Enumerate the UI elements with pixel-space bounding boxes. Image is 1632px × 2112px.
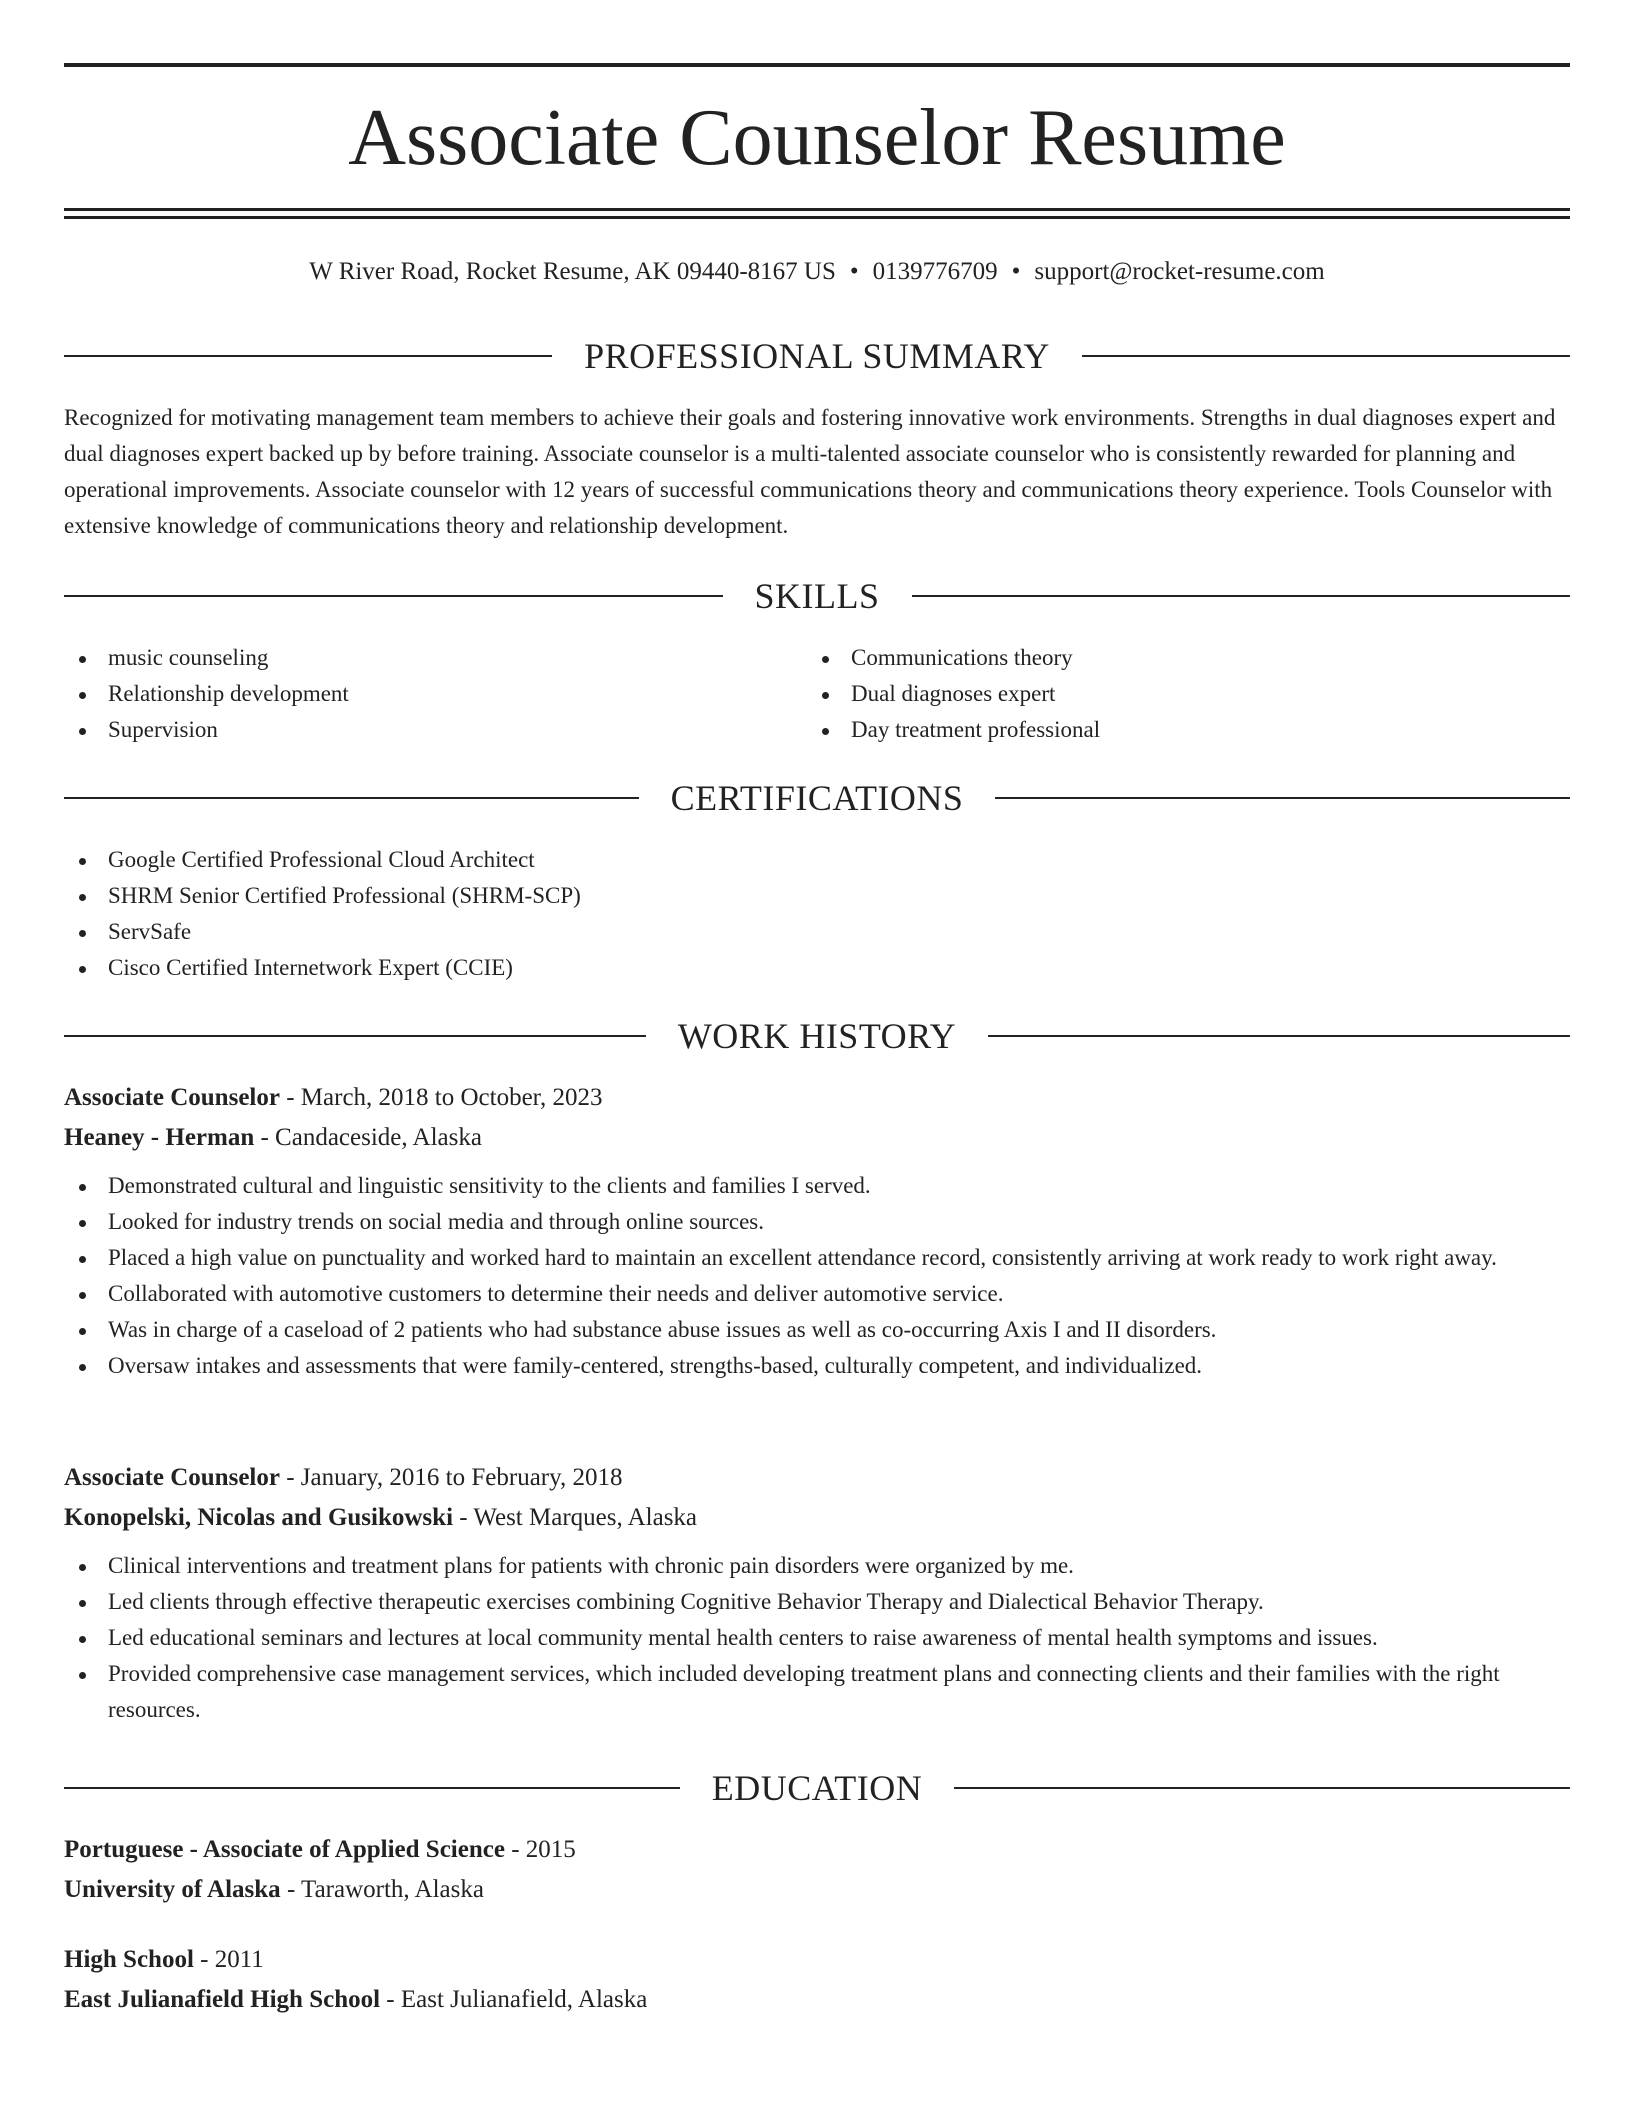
heading-rule — [954, 1787, 1570, 1789]
skill-item: Dual diagnoses expert — [807, 676, 1567, 712]
skills-heading — [64, 574, 1570, 618]
job-entry — [64, 1458, 1570, 1728]
heading-rule — [1082, 355, 1570, 357]
job-bullet: Led clients through effective therapeutic exercises combining Cognitive Behavior Therapy and Dialectical Behavior Therapy. — [64, 1584, 1570, 1620]
education-school: East Julianafield High School — [64, 1986, 381, 2013]
job-bullet: Provided comprehensive case management services, which included developing treatment plans and connecting clients and their families with the right resources. — [64, 1656, 1570, 1728]
heading-rule — [912, 595, 1571, 597]
certification-item: ServSafe — [64, 914, 1570, 950]
job-bullet: Placed a high value on punctuality and worked hard to maintain an excellent attendance record, consistently arriving at work ready to work right away. — [64, 1240, 1570, 1276]
job-bullet: Oversaw intakes and assessments that were family-centered, strengths-based, culturally competent, and individualized. — [64, 1348, 1570, 1384]
heading-rule — [988, 1035, 1570, 1037]
job-bullet: Looked for industry trends on social media and through online sources. — [64, 1204, 1570, 1240]
job-location: - West Marques, Alaska — [453, 1504, 698, 1531]
job-location: - Candaceside, Alaska — [254, 1124, 482, 1151]
heading-rule — [64, 1035, 646, 1037]
education-heading-label: EDUCATION — [711, 1768, 923, 1808]
education-year: - 2011 — [193, 1946, 264, 1973]
skills-heading-label: SKILLS — [754, 576, 880, 616]
education-school-line — [64, 1980, 1570, 2020]
education-degree: Portuguese - Associate of Applied Science — [64, 1836, 505, 1863]
certification-item: SHRM Senior Certified Professional (SHRM-SCP) — [64, 878, 1570, 914]
education-degree-line — [64, 1830, 1570, 1870]
job-bullet: Clinical interventions and treatment plans for patients with chronic pain disorders were organized by me. — [64, 1548, 1570, 1584]
heading-rule — [64, 797, 639, 799]
contact-line — [64, 254, 1570, 290]
education-degree: High School — [64, 1946, 194, 1973]
summary-heading — [64, 334, 1570, 378]
summary-text: Recognized for motivating management team members to achieve their goals and fostering innovative work environments. Strengths in dual diagnoses expert and dual diagnoses expert backed up by before training. Associate counselor is a multi-talented associate counselor who is consistently rewarded for planning and operational improvements. Associate counselor with 12 years of successful communications theory and communications theory experience. Tools Counselor with extensive knowledge of communications theory and relationship development. — [64, 405, 1556, 538]
job-company: Heaney - Herman — [64, 1124, 255, 1151]
certification-item: Cisco Certified Internetwork Expert (CCIE) — [64, 950, 1570, 986]
job-entry — [64, 1078, 1570, 1384]
title-rule-lower — [64, 216, 1570, 219]
skill-item: Communications theory — [807, 640, 1567, 676]
skills-list-right — [807, 640, 1567, 748]
job-company: Konopelski, Nicolas and Gusikowski — [64, 1504, 454, 1531]
heading-rule — [64, 355, 552, 357]
education-school-line — [64, 1870, 1570, 1910]
education-school: University of Alaska — [64, 1876, 281, 1903]
job-bullets — [64, 1168, 1570, 1384]
heading-rule — [995, 797, 1570, 799]
certification-item: Google Certified Professional Cloud Architect — [64, 842, 1570, 878]
heading-rule — [64, 595, 723, 597]
title-rule-upper — [64, 208, 1570, 211]
work-history-heading-label: WORK HISTORY — [677, 1016, 957, 1056]
contact-separator: • — [1011, 258, 1021, 285]
education-heading — [64, 1766, 1570, 1810]
job-dates: - March, 2018 to October, 2023 — [279, 1084, 603, 1111]
contact-email: support@rocket-resume.com — [1034, 258, 1325, 285]
top-rule — [64, 63, 1570, 67]
job-title-line — [64, 1458, 1570, 1498]
education-location: - Taraworth, Alaska — [280, 1876, 484, 1903]
skill-item: Relationship development — [64, 676, 804, 712]
education-location: - East Julianafield, Alaska — [380, 1986, 648, 2013]
skill-item: Supervision — [64, 712, 804, 748]
skill-item: Day treatment professional — [807, 712, 1567, 748]
job-dates: - January, 2016 to February, 2018 — [279, 1464, 623, 1491]
work-history-heading — [64, 1014, 1570, 1058]
job-bullet: Led educational seminars and lectures at local community mental health centers to raise awareness of mental health symptoms and issues. — [64, 1620, 1570, 1656]
job-title: Associate Counselor — [64, 1464, 280, 1491]
job-title: Associate Counselor — [64, 1084, 280, 1111]
job-bullets — [64, 1548, 1570, 1728]
education-entry — [64, 1830, 1570, 1910]
certifications-list — [64, 842, 1570, 986]
contact-separator: • — [849, 258, 859, 285]
education-degree-line — [64, 1940, 1570, 1980]
education-entry — [64, 1940, 1570, 2020]
resume-title: Associate Counselor Resume — [348, 94, 1286, 182]
job-bullet: Demonstrated cultural and linguistic sensitivity to the clients and families I served. — [64, 1168, 1570, 1204]
contact-address: W River Road, Rocket Resume, AK 09440-8167 US — [309, 258, 836, 285]
skill-item: music counseling — [64, 640, 804, 676]
job-bullet: Was in charge of a caseload of 2 patients who had substance abuse issues as well as co-occurring Axis I and II disorders. — [64, 1312, 1570, 1348]
certifications-heading — [64, 776, 1570, 820]
heading-rule — [64, 1787, 680, 1789]
job-bullet: Collaborated with automotive customers to determine their needs and deliver automotive service. — [64, 1276, 1570, 1312]
job-company-line — [64, 1498, 1570, 1538]
education-year: - 2015 — [504, 1836, 576, 1863]
job-company-line — [64, 1118, 1570, 1158]
skills-list-left — [64, 640, 804, 748]
summary-heading-label: PROFESSIONAL SUMMARY — [584, 336, 1050, 376]
certifications-heading-label: CERTIFICATIONS — [670, 778, 964, 818]
job-title-line — [64, 1078, 1570, 1118]
contact-phone: 0139776709 — [872, 258, 998, 285]
